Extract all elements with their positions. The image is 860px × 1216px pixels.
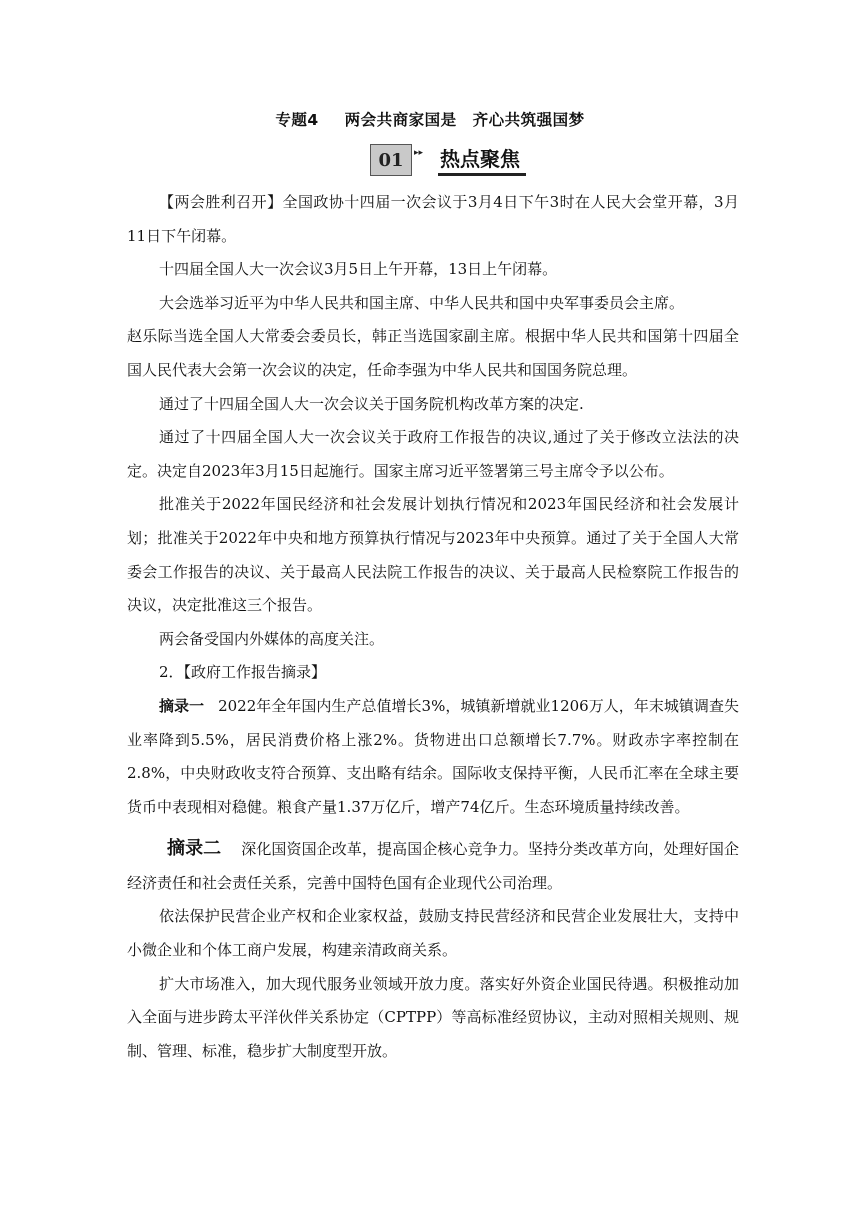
paragraph-institutional-reform: 通过了十四届全国人大一次会议关于国务院机构改革方案的决定. [159, 394, 584, 413]
excerpt-one-label: 摘录一 [159, 696, 205, 715]
excerpt-two-label: 摘录二 [167, 838, 222, 860]
excerpt-one-text: 2022年全年国内生产总值增长3%，城镇新增就业1206万人，年末城镇调查失业率降到5.5%，居民消费价格上涨2%。货物进出口总额增长7.7%。财政赤字率控制在2.8%，中央财政收支符合预算、支出略有结余。国际收支保持平衡，人民币汇率在全球主要货币中表现相对稳健。粮食产量1.37万亿斤，增产74亿斤。生态环境质量持续改善。 [127, 696, 739, 816]
double-arrow-icon: ▸▸ [414, 148, 424, 158]
excerpt-two [127, 832, 739, 900]
paragraph-npc-dates: 十四届全国人大一次会议3月5日上午开幕，13日上午闭幕。 [159, 260, 558, 279]
paragraph-budget-approval: 批准关于2022年国民经济和社会发展计划执行情况和2023年国民经济和社会发展计划；批准关于2022年中央和地方预算执行情况与2023年中央预算。通过了关于全国人大常委会工作报告的决议、关于最高人民法院工作报告的决议、关于最高人民检察院工作报告的决议，决定批准这三个报告。 [127, 495, 739, 615]
title-topic-number: 专题4 [275, 111, 319, 129]
paragraph-private-enterprise: 依法保护民营企业产权和企业家权益，鼓励支持民营经济和民营企业发展壮大，支持中小微企业和个体工商户发展，构建亲清政商关系。 [127, 907, 739, 960]
article-body [127, 186, 739, 1068]
paragraph-media-attention: 两会备受国内外媒体的高度关注。 [159, 629, 385, 648]
paragraph-sessions-opening: 【两会胜利召开】全国政协十四届一次会议于3月4日下午3时在人民大会堂开幕，3月11日下午闭幕。 [127, 193, 739, 245]
title-topic-name: 两会共商家国是 齐心共筑强国梦 [344, 111, 585, 129]
paragraph-appointments: 赵乐际当选全国人大常委会委员长，韩正当选国家副主席。根据中华人民共和国第十四届全国人民代表大会第一次会议的决定，任命李强为中华人民共和国国务院总理。 [127, 327, 739, 379]
paragraph-legislation-law: 通过了十四届全国人大一次会议关于政府工作报告的决议,通过了关于修改立法法的决定。决定自2023年3月15日起施行。国家主席习近平签署第三号主席令予以公布。 [127, 428, 739, 480]
excerpt-two-text: 深化国资国企改革，提高国企核心竞争力。坚持分类改革方向，处理好国企经济责任和社会责任关系，完善中国特色国有企业现代公司治理。 [127, 840, 739, 892]
excerpt-one [127, 690, 739, 824]
paragraph-report-heading: 2．【政府工作报告摘录】 [159, 663, 327, 682]
section-number: 01 [370, 144, 412, 176]
page-title [0, 108, 860, 130]
section-badge [370, 144, 526, 176]
paragraph-market-access: 扩大市场准入，加大现代服务业领域开放力度。落实好外资企业国民待遇。积极推动加入全面与进步跨太平洋伙伴关系协定（CPTPP）等高标准经贸协议，主动对照相关规则、规制、管理、标准，稳步扩大制度型开放。 [127, 974, 739, 1060]
paragraph-president-election: 大会选举习近平为中华人民共和国主席、中华人民共和国中央军事委员会主席。 [159, 293, 685, 312]
section-heading: 热点聚焦 [438, 144, 526, 176]
